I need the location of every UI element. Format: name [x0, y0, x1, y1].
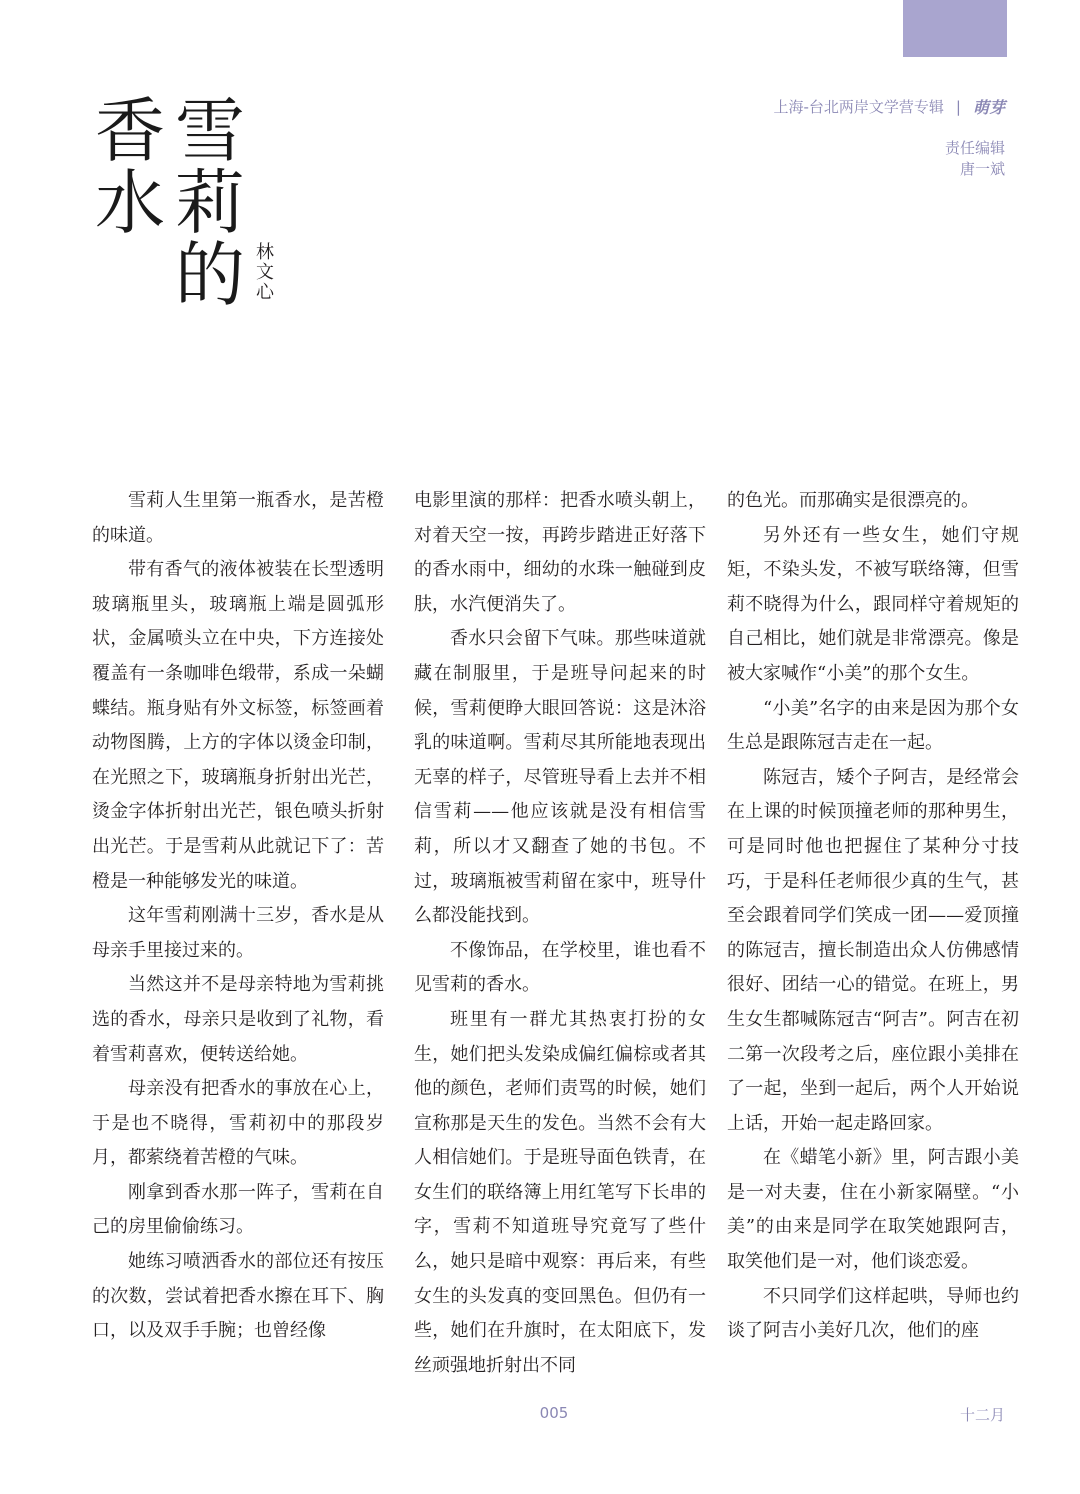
paragraph: 的色光。而那确实是很漂亮的。 [727, 490, 979, 511]
paragraph: 这年雪莉刚满十三岁，香水是从母亲手里接过来的。 [92, 905, 384, 961]
author-name [256, 243, 274, 303]
author-char: 林 [256, 242, 274, 263]
article-title [94, 90, 246, 316]
series-title: 上海-台北两岸文学营专辑 [773, 98, 944, 116]
paragraph: 带有香气的液体被装在长型透明玻璃瓶里头，玻璃瓶上端是圆弧形状，金属喷头立在中央，下方连接处覆盖有一条咖啡色缎带，系成一朵蝴蝶结。瓶身贴有外文标签，标签画着动物图腾，上方的字体以烫金印制，在光照之下，玻璃瓶身折射出光芒，烫金字体折射出光芒，银色喷头折射出光芒。于是雪莉从此就记下了：苦橙是一种能够发光的味道。 [92, 559, 384, 892]
paragraph: 不只同学们这样起哄，导师也约谈了阿吉小美好几次，他们的座 [727, 1285, 1019, 1342]
editor-name: 唐一斌 [959, 160, 1005, 178]
page-number: 005 [539, 1404, 569, 1422]
title-char: 水 [95, 162, 165, 244]
paragraph: 另外还有一些女生，她们守规矩，不染头发，不被写联络簿，但雪莉不晓得为什么，跟同样守着规矩的自己相比，她们就是非常漂亮。像是被大家喊作“小美”的那个女生。 [727, 524, 1019, 684]
title-char: 的 [175, 234, 245, 316]
editor-label: 责任编辑 [944, 139, 1005, 157]
paragraph: 不像饰品，在学校里，谁也看不见雪莉的香水。 [414, 939, 706, 996]
paragraph: 香水只会留下气味。那些味道就藏在制服里，于是班导问起来的时候，雪莉便睁大眼回答说：这是沐浴乳的味道啊。雪莉尽其所能地表现出无辜的样子，尽管班导看上去并不相信雪莉——他应该就是没有相信雪莉，所以才又翻查了她的书包。不过，玻璃瓶被雪莉留在家中，班导什么都没能找到。 [414, 628, 706, 927]
author-char: 心 [256, 282, 274, 303]
paragraph: 雪莉人生里第一瓶香水，是苦橙的味道。 [92, 490, 384, 546]
paragraph: 在《蜡笔小新》里，阿吉跟小美是一对夫妻，住在小新家隔壁。“小美”的由来是同学在取笑她跟阿吉，取笑他们是一对，他们谈恋爱。 [727, 1147, 1019, 1273]
text-column-3 [727, 484, 1019, 1349]
text-column-1 [92, 484, 384, 1349]
paragraph: 母亲没有把香水的事放在心上，于是也不晓得，雪莉初中的那段岁月，都萦绕着苦橙的气味。 [92, 1078, 384, 1169]
paragraph: 当然这并不是母亲特地为雪莉挑选的香水，母亲只是收到了礼物，看着雪莉喜欢，便转送给她。 [92, 974, 384, 1065]
corner-color-block [903, 0, 1007, 57]
title-char: 雪 [175, 90, 245, 172]
header-separator: | [955, 97, 961, 116]
header-meta [774, 95, 1006, 180]
issue-month: 十二月 [959, 1406, 1005, 1424]
paragraph: 陈冠吉，矮个子阿吉，是经常会在上课的时候顶撞老师的那种男生，可是同时他也把握住了某种分寸技巧，于是科任老师很少真的生气，甚至会跟着同学们笑成一团——爱顶撞的陈冠吉，擅长制造出众人仿佛感情很好、团结一心的错觉。在班上，男生女生都喊陈冠吉“阿吉”。阿吉在初二第一次段考之后，座位跟小美排在了一起，坐到一起后，两个人开始说上话，开始一起走路回家。 [727, 766, 1019, 1134]
paragraph: 刚拿到香水那一阵子，雪莉在自己的房里偷偷练习。 [92, 1181, 384, 1238]
title-column-right [174, 90, 246, 316]
paragraph: “小美”名字的由来是因为那个女生总是跟陈冠吉走在一起。 [727, 697, 1019, 754]
author-char: 文 [256, 262, 274, 283]
paragraph: 班里有一群尤其热衷打扮的女生，她们把头发染成偏红偏棕或者其他的颜色，老师们责骂的时候，她们宣称那是天生的发色。当然不会有大人相信她们。于是班导面色铁青，在女生们的联络簿上用红笔写下长串的字，雪莉不知道班导究竟写了些什么，她只是暗中观察：再后来，有些女生的头发真的变回黑色。但仍有一些，她们在升旗时，在太阳底下，发丝顽强地折射出不同 [414, 1008, 706, 1376]
magazine-logo: 萌芽 [972, 98, 1005, 117]
title-column-left [94, 90, 166, 311]
paragraph: 电影里演的那样：把香水喷头朝上，对着天空一按，再跨步踏进正好落下的香水雨中，细幼的水珠一触碰到皮肤，水汽便消失了。 [414, 490, 706, 615]
paragraph: 她练习喷洒香水的部位还有按压的次数，尝试着把香水擦在耳下、胸口，以及双手手腕；也曾经像 [92, 1251, 384, 1342]
text-column-2 [414, 484, 706, 1383]
title-char: 香 [95, 90, 165, 172]
title-char: 莉 [175, 162, 245, 244]
